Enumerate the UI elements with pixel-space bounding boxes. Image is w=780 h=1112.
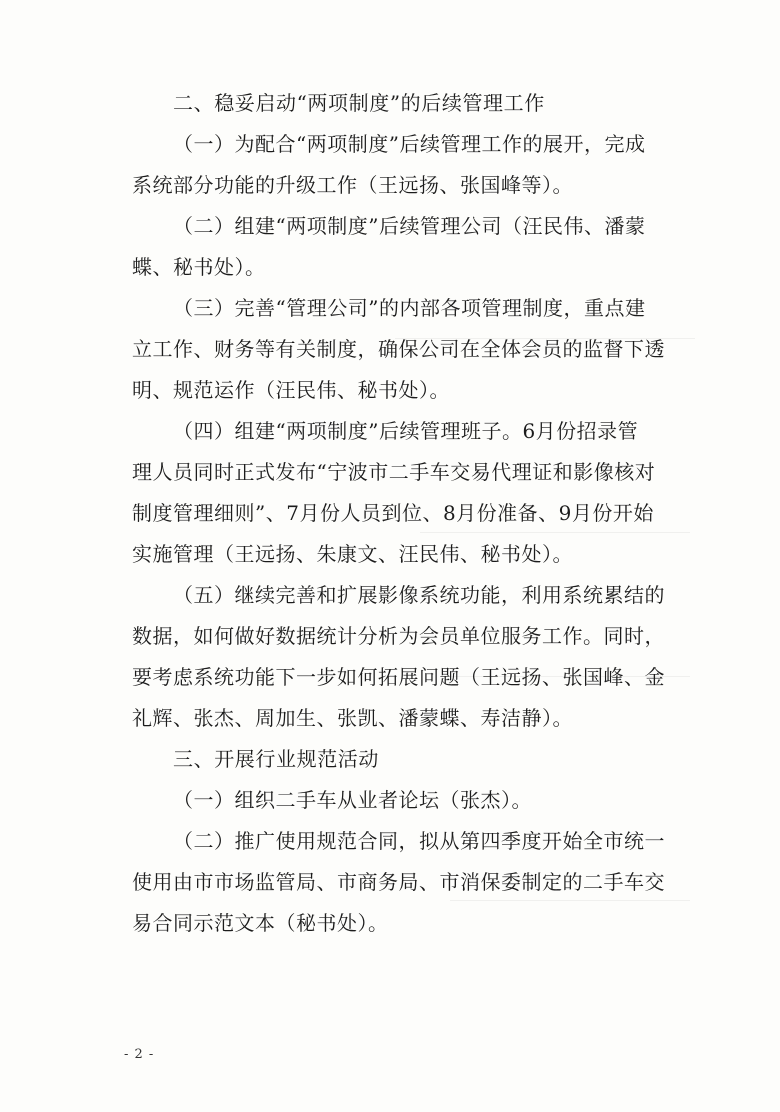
paragraph-line: 明、规范运作（汪民伟、秘书处）。	[132, 378, 450, 402]
paragraph-line: 要考虑系统功能下一步如何拓展问题（王远扬、张国峰、金	[132, 665, 665, 689]
paragraph-line: 使用由市市场监管局、市商务局、市消保委制定的二手车交	[132, 870, 665, 894]
list-item	[132, 211, 692, 282]
paragraph-line: 实施管理（王远扬、朱康文、汪民伟、秘书处）。	[132, 542, 573, 566]
list-item	[132, 580, 692, 733]
paragraph-line: 数据，如何做好数据统计分析为会员单位服务工作。同时，	[132, 624, 665, 648]
list-item	[132, 129, 692, 200]
page-number: - 2 -	[124, 1047, 155, 1062]
paragraph-line: 蝶、秘书处）。	[132, 255, 266, 279]
paragraph-line: （二）组建“两项制度”后续管理公司（汪民伟、潘蒙	[173, 214, 646, 238]
list-item	[132, 826, 692, 938]
paragraph-line: （五）继续完善和扩展影像系统功能，利用系统累结的	[173, 583, 665, 607]
paragraph-line: （一）为配合“两项制度”后续管理工作的展开，完成	[173, 132, 646, 156]
paragraph-line: 理人员同时正式发布“宁波市二手车交易代理证和影像核对	[132, 460, 656, 484]
paragraph-line: （一）组织二手车从业者论坛（张杰）。	[173, 788, 532, 812]
list-item	[132, 785, 692, 815]
list-item	[132, 293, 692, 405]
paragraph-line: （二）推广使用规范合同，拟从第四季度开始全市统一	[173, 829, 665, 853]
paragraph-line: 系统部分功能的升级工作（王远扬、张国峰等）。	[132, 173, 573, 197]
section-heading: 三、开展行业规范活动	[173, 747, 379, 771]
list-item	[132, 416, 692, 569]
document-body	[132, 88, 692, 949]
paragraph-line: （四）组建“两项制度”后续管理班子。6月份招录管	[173, 419, 639, 443]
paragraph-line: 立工作、财务等有关制度，确保公司在全体会员的监督下透	[132, 337, 665, 361]
section-heading: 二、稳妥启动“两项制度”的后续管理工作	[173, 91, 545, 115]
paragraph-line: 易合同示范文本（秘书处）。	[132, 911, 389, 935]
paragraph-line: 制度管理细则”、7月份人员到位、8月份准备、9月份开始	[132, 501, 654, 525]
paragraph-line: （三）完善“管理公司”的内部各项管理制度，重点建	[173, 296, 646, 320]
paragraph-line: 礼辉、张杰、周加生、张凯、潘蒙蝶、寿洁静）。	[132, 706, 573, 730]
